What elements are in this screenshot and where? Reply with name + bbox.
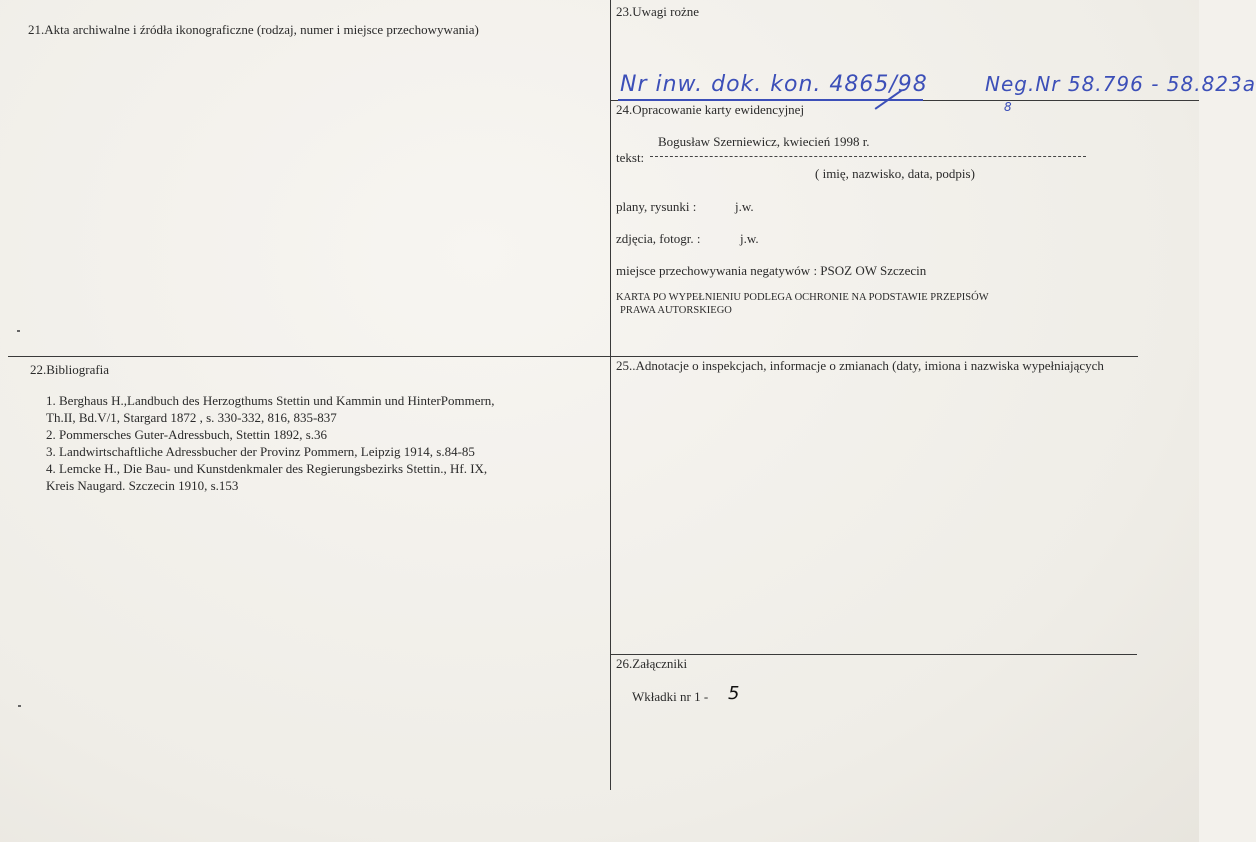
wkladki-handwritten-number: 5	[728, 683, 741, 704]
tekst-label: tekst:	[616, 150, 645, 165]
signature-dashed-line	[650, 150, 1086, 157]
bibliography-entry: 2. Pommersches Guter-Adressbuch, Stettin 1892, s.36	[46, 427, 328, 442]
inventory-underline	[618, 99, 923, 101]
section25-title: 25..Adnotacje o inspekcjach, informacje o zmianach (daty, imiona i nazwiska wypełniających	[616, 358, 1104, 373]
plany-value: j.w.	[735, 199, 754, 214]
middle-divider	[8, 356, 1138, 357]
section22-title: 22.Bibliografia	[30, 362, 110, 377]
zdjecia-label: zdjęcia, fotogr. :	[616, 231, 701, 246]
bibliography-entry: 4. Lemcke H., Die Bau- und Kunstdenkmaler des Regierungsbezirks Stettin., Hf. IX,	[46, 461, 488, 476]
signature-hint: ( imię, nazwisko, data, podpis)	[815, 166, 975, 181]
negative-number-handwritten: Neg.Nr 58.796 - 58.823a	[985, 72, 1256, 96]
plany-label: plany, rysunki :	[616, 199, 697, 214]
center-divider	[610, 0, 611, 790]
scan-speck	[17, 330, 20, 332]
author-line: Bogusław Szerniewicz, kwiecień 1998 r.	[658, 134, 870, 149]
section23-title: 23.Uwagi rożne	[616, 4, 700, 19]
scan-speck	[18, 705, 21, 707]
negative-sub-handwritten: 8	[1004, 100, 1013, 114]
copyright-notice-line2: PRAWA AUTORSKIEGO	[620, 305, 732, 316]
inventory-number-handwritten: Nr inw. dok. kon. 4865/98	[620, 72, 928, 97]
wkladki-label: Wkładki nr 1 -	[632, 689, 709, 704]
zdjecia-value: j.w.	[740, 231, 759, 246]
bibliography-entry: Kreis Naugard. Szczecin 1910, s.153	[46, 478, 239, 493]
bibliography-entry: Th.II, Bd.V/1, Stargard 1872 , s. 330-332, 816, 835-837	[46, 410, 337, 425]
section24-title: 24.Opracowanie karty ewidencyjnej	[616, 102, 805, 117]
copyright-notice-line1: KARTA PO WYPEŁNIENIU PODLEGA OCHRONIE NA PODSTAWIE PRZEPISÓW	[616, 292, 989, 303]
bibliography-list	[46, 392, 606, 494]
section25-title-wrap	[616, 358, 1138, 374]
bibliography-entry: 3. Landwirtschaftliche Adressbucher der Provinz Pommern, Leipzig 1914, s.84-85	[46, 444, 475, 459]
bibliography-entry: 1. Berghaus H.,Landbuch des Herzogthums Stettin und Kammin und HinterPommern,	[46, 393, 495, 408]
section26-divider	[611, 654, 1137, 655]
section26-title: 26.Załączniki	[616, 656, 688, 671]
negatives-location: miejsce przechowywania negatywów : PSOZ OW Szczecin	[616, 263, 927, 278]
section21-title: 21.Akta archiwalne i źródła ikonograficzne (rodzaj, numer i miejsce przechowywania)	[28, 22, 479, 37]
